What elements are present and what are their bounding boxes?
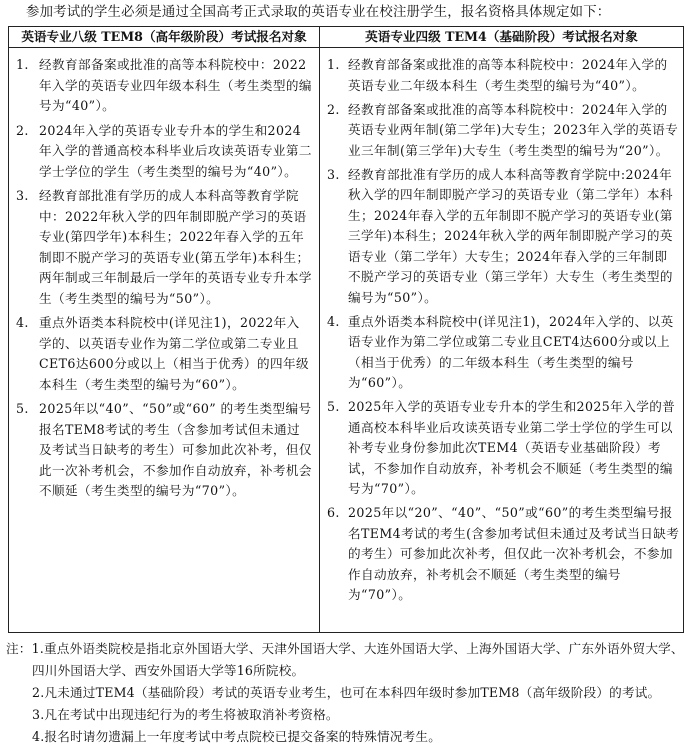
item-number: 4. [16,315,29,330]
tem8-list [10,49,318,502]
list-item [10,186,318,309]
item-text: 2025年以“40”、“50”或“60” 的考生类型编号报名TEM8考试的考生（含参加考试但未通过及考试当日缺考的考生）可参加此次补考，但仅此一次补考机会，不参加作自动放弃，补考机会不顺延（考生类型的编号为“70”）。 [39,401,312,498]
list-item [321,165,682,309]
note-1-continued [6,660,691,682]
list-item [321,503,682,606]
note-1-number: 1. [31,641,45,656]
item-number: 5. [327,399,340,414]
item-number: 6. [327,505,340,520]
notes-section [6,638,691,748]
item-text: 重点外语类本科院校中(详见注1)，2022年入学的、以英语专业作为第二学位或第二专业且CET6达600分或以上（相当于优秀）的四年级本科生（考生类型的编号为“60”）。 [39,315,309,392]
item-number: 3. [327,166,340,182]
item-number: 3. [16,188,29,203]
list-item [10,313,318,395]
note-1-text: 重点外语类院校是指北京外国语大学、天津外国语大学、大连外国语大学、上海外国语大学、广东外语外贸大学、 [44,641,684,656]
tem8-header: 英语专业八级 TEM8（高年级阶段）考试报名对象 [9,27,320,48]
note-2: 2.凡未通过TEM4（基础阶段）考试的英语专业考生，也可在本科四年级时参加TEM8（高年级阶段）的考试。 [32,685,661,700]
note-1 [6,638,691,660]
note-3: 3.凡在考试中出现违纪行为的考生将被取消补考资格。 [32,707,339,722]
note-1-text-cont: 四川外国语大学、西安外国语大学等16所院校。 [32,663,305,678]
tem8-column [9,48,320,633]
tem4-header: 英语专业四级 TEM4（基础阶段）考试报名对象 [320,27,684,48]
item-text: 经教育部批准有学历的成人本科高等教育学院中：2022年秋入学的四年制即脱产学习的英语专业(第四学年)本科生；2022年春入学的五年制即不脱产学习的英语专业(第五学年)本科生；两年制或三年制最后一学年的英语专业专升本学生（考生类型的编号为“50”）。 [39,188,312,306]
item-number: 2. [16,122,29,138]
item-text: 2024年入学的英语专业专升本的学生和2024年入学的普通高校本科毕业后攻读英语专业第二学士学位的学生（考生类型的编号为“40”）。 [39,122,312,179]
item-number: 1. [327,57,340,72]
item-number: 1. [16,57,29,72]
list-item [10,399,318,502]
list-item [321,312,682,394]
tem4-list [321,49,682,606]
item-text: 经教育部备案或批准的高等本科院校中：2024年入学的英语专业二年级本科生（考生类型的编号为“40”）。 [348,57,668,93]
item-text: 2025年以“20”、“40”、“50”或“60”的考生类型编号报名TEM4考试的考生(含参加考试但未通过及考试当日缺考的考生）可参加此次补考，但仅此一次补考机会，不参加作自动放弃，补考机会不顺延（考生类型的编号为“70”）。 [348,505,680,602]
list-item [10,121,318,183]
list-item [10,55,318,117]
table-header-row [9,27,684,48]
item-text: 经教育部备案或批准的高等本科院校中：2024年入学的英语专业两年制(第二学年)大专生；2023年入学的英语专业三年制(第三学年)大专生（考生类型的编号为“20”）。 [348,101,679,158]
item-text: 重点外语类本科院校中(详见注1)，2024年入学的、以英语专业作为第二学位或第二专业且CET4达600分或以上（相当于优秀）的二年级本科生（考生类型的编号为“60”）。 [348,313,674,390]
table-body-row [9,48,684,633]
list-item [321,397,682,500]
intro-text: 参加考试的学生必须是通过全国高考正式录取的英语专业在校注册学生，报名资格具体规定如下： [26,5,611,20]
item-number: 2. [327,101,340,117]
list-item [321,100,682,162]
item-text: 2025年入学的英语专业专升本的学生和2025年入学的普通高校本科毕业后攻读英语专业第二学士学位的学生可以补考专业身份参加此次TEM4（英语专业基础阶段）考试，不参加作自动放弃，补考机会不顺延（考生类型的编号为“70”）。 [348,399,676,496]
list-item [321,55,682,96]
item-number: 5. [16,401,29,416]
eligibility-table [8,26,684,633]
note-4: 4.报名时请勿遗漏上一年度考试中考点院校已提交备案的特殊情况考生。 [32,729,442,744]
tem4-column [320,48,684,633]
notes-prefix: 注： [6,641,32,656]
item-text: 经教育部批准有学历的成人本科高等教育学院中:2024年秋入学的四年制即脱产学习的英语专业（第二学年）本科生；2024年春入学的五年制即不脱产学习的英语专业(第三学年)本科生；2024年秋入学的两年制即脱产学习的英语专业（第二学年）大专生；2024年春入学的三年制即不脱产学习的英语专业（第三学年）大专生（考生类型的编号为“50”）。 [348,166,673,305]
item-number: 4. [327,313,340,329]
item-text: 经教育部备案或批准的高等本科院校中：2022年入学的英语专业四年级本科生（考生类型的编号为“40”）。 [39,57,312,113]
